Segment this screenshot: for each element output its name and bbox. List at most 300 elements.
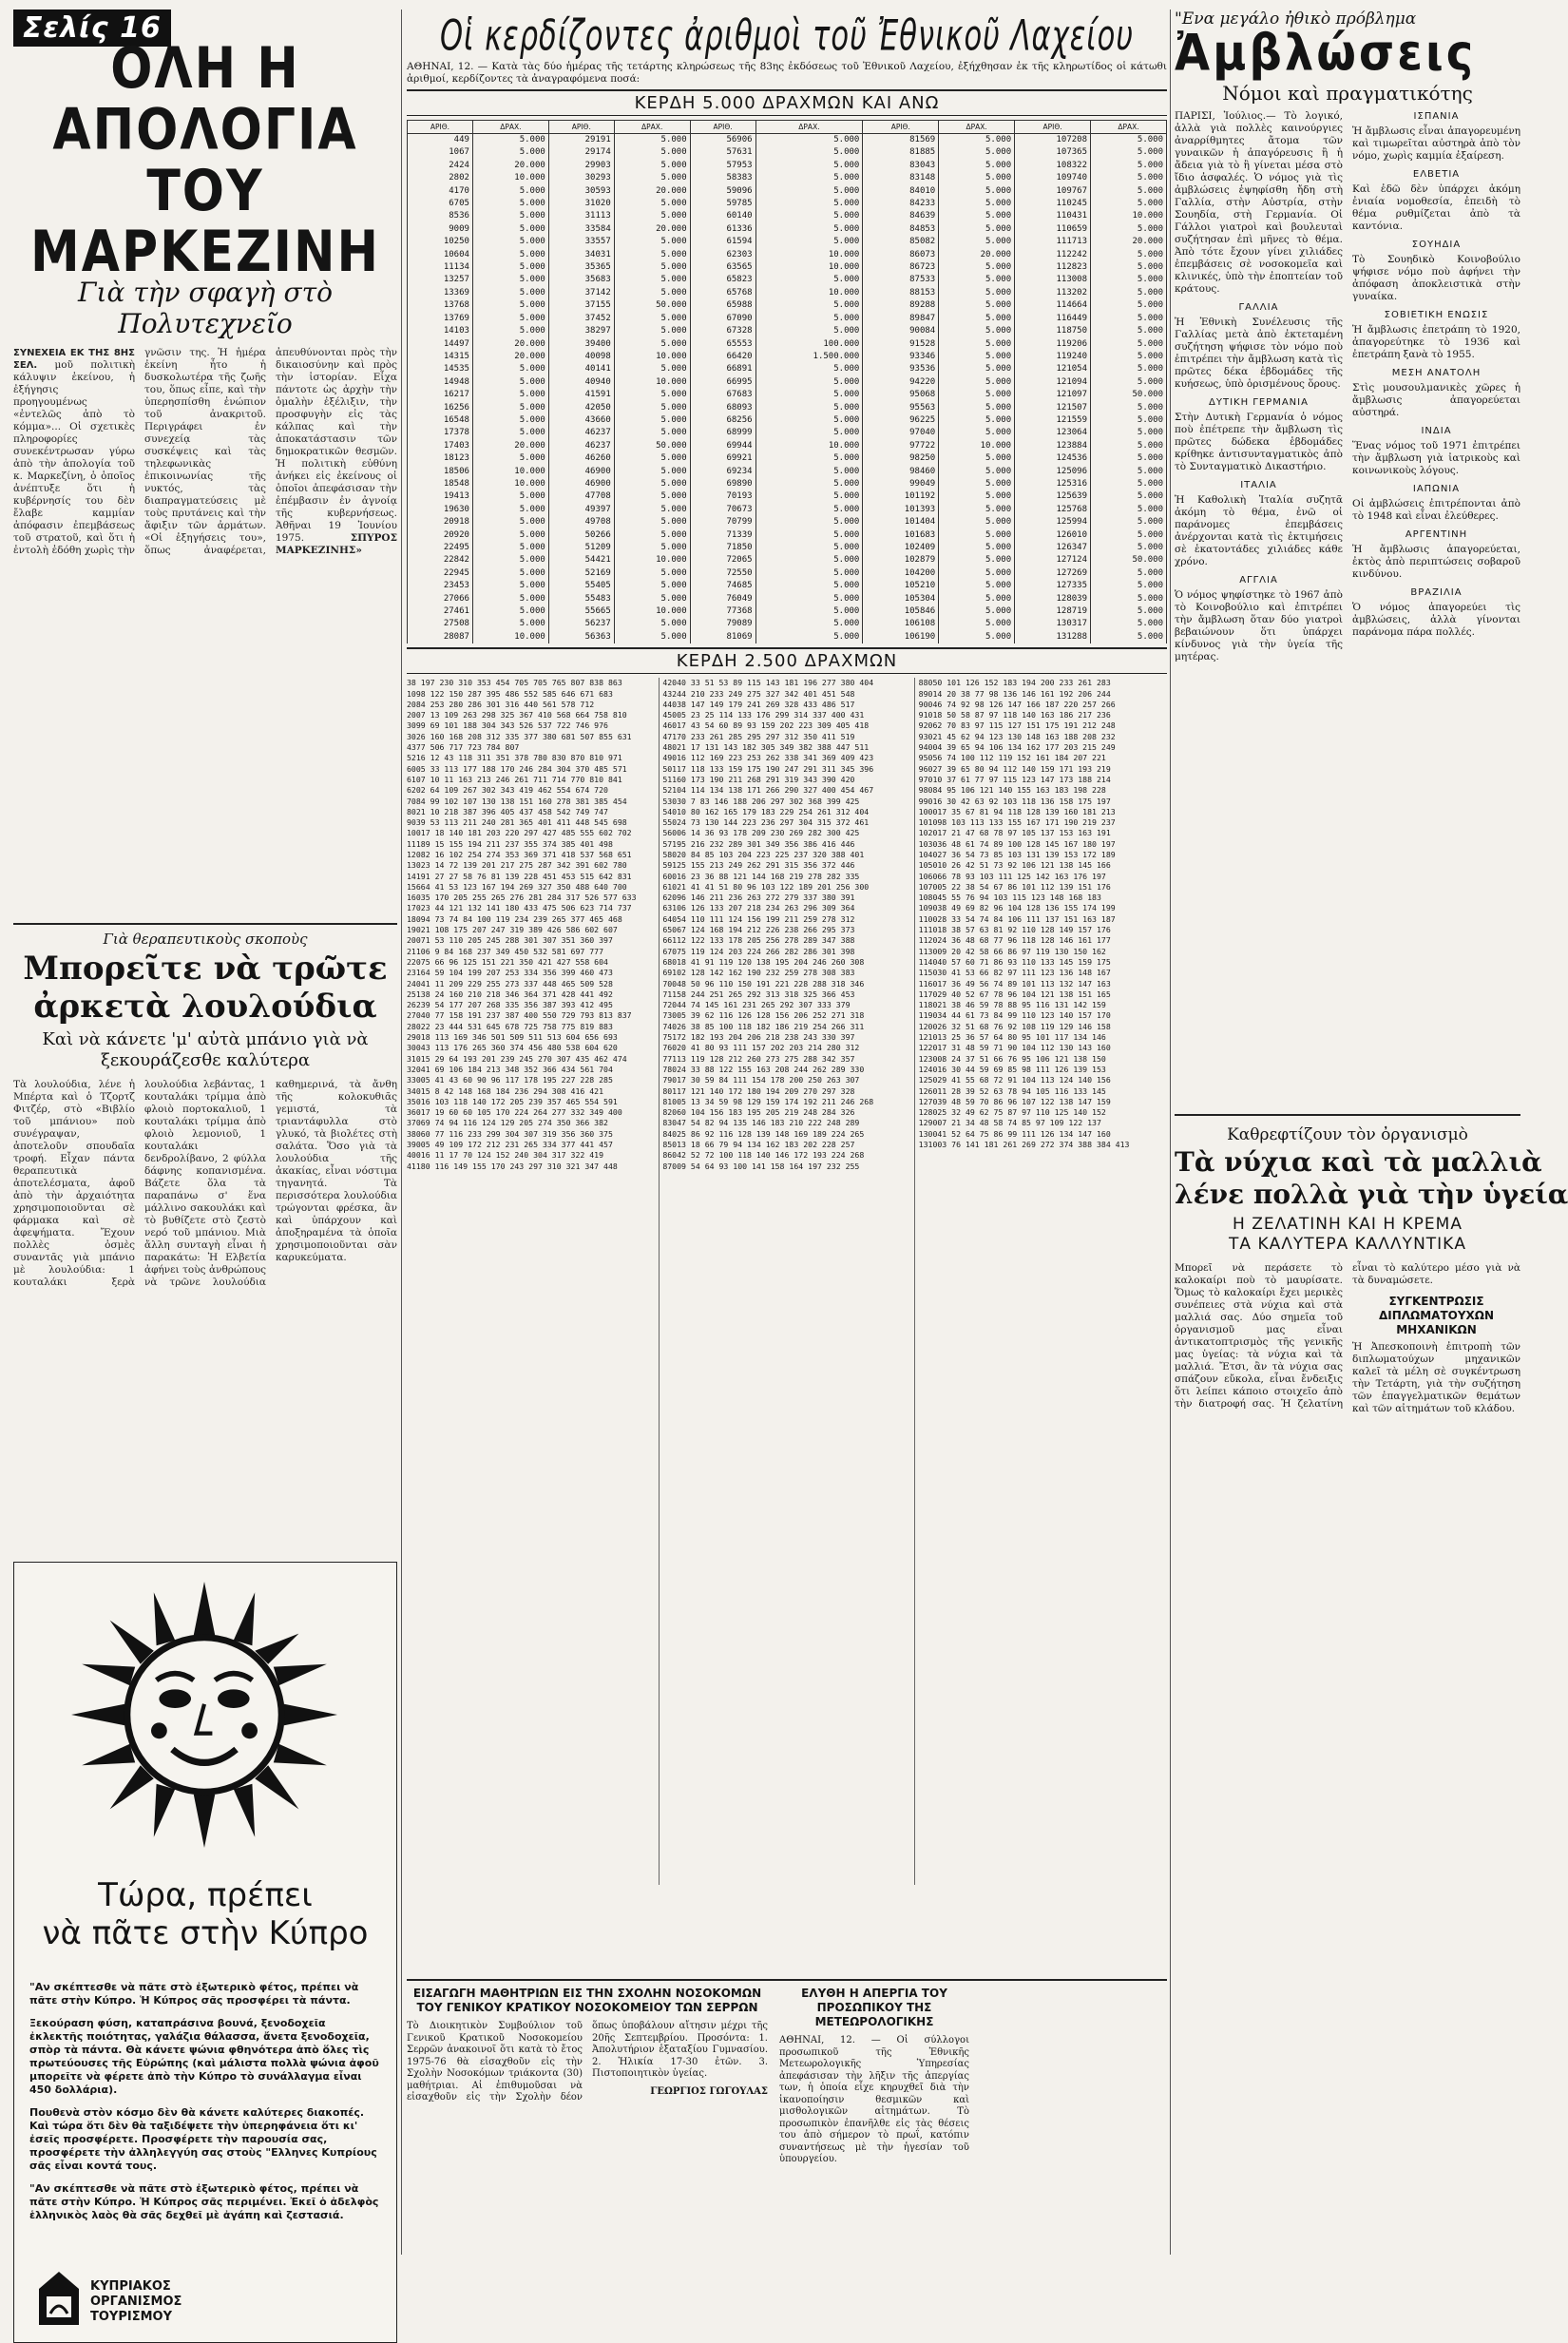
lottery-prize: 5.000: [614, 287, 690, 299]
lottery-prize: 5.000: [755, 185, 863, 198]
lottery-number: 31113: [548, 210, 614, 222]
lottery-prize: 5.000: [614, 210, 690, 222]
lottery-number: 65553: [690, 338, 755, 351]
lottery-number: 81069: [690, 631, 755, 643]
lottery-number-line: 94004 39 65 94 106 134 162 177 203 215 249: [918, 742, 1116, 753]
lottery-number-line: 38 197 230 310 353 454 705 705 765 807 838 863: [407, 678, 622, 688]
lottery-number: 71850: [690, 542, 755, 554]
lottery-prize: 5.000: [939, 504, 1015, 516]
lottery-number: 56906: [690, 134, 755, 147]
lottery-number-line: 79017 30 59 84 111 154 178 200 250 263 307: [662, 1075, 860, 1085]
lottery-number: 8536: [408, 210, 473, 222]
lottery-number-line: 88050 101 126 152 183 194 200 233 261 283: [918, 678, 1111, 688]
lottery-number-line: 13023 14 72 139 201 217 275 287 342 391 602 780: [407, 860, 627, 871]
column-rule: [401, 10, 402, 2255]
flowers-headline-line-1: Μπορεῖτε νὰ τρῶτε: [23, 950, 388, 988]
lottery-prize: 5.000: [939, 605, 1015, 618]
country-heading: ΓΑΛΛΙΑ: [1238, 302, 1279, 313]
lottery-section-2500: ΚΕΡΔΗ 2.500 ΔΡΑΧΜΩΝ: [407, 647, 1167, 674]
lottery-prize: 5.000: [1091, 567, 1167, 580]
lottery-number: 116449: [1015, 313, 1091, 325]
lottery-number-line: 84025 86 92 116 128 139 148 169 189 224 265: [662, 1128, 865, 1139]
table-row: [408, 631, 1167, 643]
table-row: [408, 504, 1167, 516]
lottery-number-line: 2007 13 109 263 298 325 367 410 568 664 758 810: [407, 710, 627, 720]
lottery-prize: 5.000: [1091, 134, 1167, 147]
lottery-number: 69234: [690, 466, 755, 478]
lottery-number-line: 59125 155 213 249 262 291 315 356 372 446: [662, 860, 855, 871]
flowers-headline: [13, 950, 397, 1026]
lottery-number-line: 128025 32 49 62 75 87 97 110 125 140 152: [918, 1107, 1106, 1118]
lottery-prize: 5.000: [614, 504, 690, 516]
lottery-number: 42050: [548, 402, 614, 414]
lottery-prize: 5.000: [755, 605, 863, 618]
lottery-prize: 5.000: [1091, 529, 1167, 542]
lottery-prize: 5.000: [755, 567, 863, 580]
lottery-number: 124536: [1015, 452, 1091, 465]
lottery-prize: 5.000: [1091, 516, 1167, 528]
lottery-prize: 20.000: [1091, 236, 1167, 248]
lottery-number: 13257: [408, 274, 473, 286]
lottery-prize: 5.000: [1091, 274, 1167, 286]
lottery-prize: 5.000: [755, 313, 863, 325]
lottery-number-line: 4377 506 717 723 784 807: [407, 742, 520, 753]
lottery-number: 95563: [863, 402, 939, 414]
lottery-number: 69921: [690, 452, 755, 465]
table-row: [408, 593, 1167, 605]
lottery-prize: 5.000: [755, 146, 863, 159]
table-row: [408, 618, 1167, 630]
ad-paragraph: "Αν σκέπτεσθε νὰ πᾶτε στὸ ἐξωτερικὸ φέτος, πρέπει νὰ πᾶτε στὴν Κύπρο. Ἡ Κύπρος σᾶς προσφέρει τὰ πάντα.: [29, 1981, 359, 2007]
lottery-number: 89288: [863, 299, 939, 312]
nails-subhead: [1175, 1215, 1520, 1255]
lottery-number: 128719: [1015, 605, 1091, 618]
lottery-number: 107208: [1015, 134, 1091, 147]
lottery-prize: 5.000: [472, 146, 548, 159]
lottery-number-line: 86042 52 72 100 118 140 146 172 193 224 268: [662, 1150, 865, 1161]
lottery-prize: 5.000: [1091, 325, 1167, 337]
lottery-prize: 10.000: [1091, 210, 1167, 222]
lottery-number-line: 36017 19 60 60 105 170 224 264 277 332 349 400: [407, 1107, 622, 1118]
lottery-prize: 5.000: [472, 134, 548, 147]
lottery-number-line: 122017 31 48 59 71 90 104 112 130 143 160: [918, 1043, 1111, 1053]
lottery-prize: 5.000: [1091, 618, 1167, 630]
lottery-prize: 5.000: [472, 274, 548, 286]
lottery-number-line: 70048 50 96 110 150 191 221 228 288 318 346: [662, 978, 865, 989]
lottery-prize: 5.000: [1091, 490, 1167, 503]
lottery-prize: 5.000: [472, 236, 548, 248]
lottery-prize: 5.000: [755, 363, 863, 375]
lottery-number: 40940: [548, 376, 614, 389]
lottery-number: 99049: [863, 478, 939, 490]
table-row: [408, 529, 1167, 542]
lottery-number: 106190: [863, 631, 939, 643]
lottery-number: 84853: [863, 223, 939, 236]
lottery-number: 101192: [863, 490, 939, 503]
lottery-number-line: 17023 44 121 132 141 180 433 475 506 623 714 737: [407, 903, 632, 913]
lottery-prize: 5.000: [614, 172, 690, 184]
lottery-prize: 5.000: [939, 402, 1015, 414]
lottery-number-line: 124016 30 44 59 69 85 98 111 126 139 153: [918, 1064, 1106, 1074]
lottery-number-line: 26239 54 177 207 268 335 356 387 393 412 495: [407, 1000, 613, 1010]
lottery-prize: 5.000: [939, 351, 1015, 363]
lottery-number-line: 66112 122 133 178 205 256 278 289 347 388: [662, 935, 855, 946]
lottery-number: 81885: [863, 146, 939, 159]
lottery-prize: 5.000: [939, 478, 1015, 490]
column-rule: [1170, 10, 1171, 2255]
ad-org-line: ΚΥΠΡΙΑΚΟΣ: [90, 2279, 171, 2294]
lottery-number-line: 76020 41 80 93 111 157 202 203 214 280 312: [662, 1043, 860, 1053]
headline-line-2: ΤΟΥ ΜΑΡΚΕΖΙΝΗ: [29, 158, 380, 286]
lottery-number: 85082: [863, 236, 939, 248]
lottery-prize: 5.000: [1091, 440, 1167, 452]
lottery-number-line: 67075 119 124 203 224 266 282 286 301 398: [662, 946, 855, 956]
lottery-number: 14535: [408, 363, 473, 375]
lottery-prize: 5.000: [939, 236, 1015, 248]
lottery-number: 57953: [690, 160, 755, 172]
lottery-number: 84010: [863, 185, 939, 198]
markezinis-article: [13, 347, 397, 917]
lottery-prize: 5.000: [755, 516, 863, 528]
lottery-number-line: 3099 69 101 188 304 343 526 537 722 746 976: [407, 720, 608, 731]
ad-paragraph: Πουθενὰ στὸν κόσμο δὲν θὰ κάνετε καλύτερες διακοπές. Καὶ τώρα ὅτι δὲν θὰ ταξιδέψετε τὴν ὑπερηφάνεια ὅτι κι' ἐσεῖς προσφέρετε. Προσφέρετε τὴν παρουσία σας, προσφέρετε τὴν ἀλληλεγγύη σας στοὺς "Ελληνες Κυπρίους σᾶς εἶναι κοντά τους.: [29, 2106, 377, 2172]
cyprus-tourism-logo-icon: [37, 2270, 81, 2327]
lottery-number-line: 120026 32 51 68 76 92 108 119 129 146 158: [918, 1021, 1111, 1031]
lottery-number: 69944: [690, 440, 755, 452]
lottery-number-line: 39005 49 109 172 212 231 265 334 377 441 457: [407, 1140, 613, 1150]
nursing-school-text: [407, 2021, 768, 2104]
lottery-number: 20918: [408, 516, 473, 528]
country-heading: ΒΡΑΖΙΛΙΑ: [1410, 587, 1463, 598]
abortion-subhead: Νόμοι καὶ πραγματικότης: [1222, 82, 1473, 105]
table-row: [408, 351, 1167, 363]
meteo-strike-text: ΑΘΗΝΑΙ, 12. — Οἱ σύλλογοι προσωπικοῦ τῆς Ἐθνικῆς Μετεωρολογικῆς Ὑπηρεσίας ἀπεφάσισαν τὴν λῆξιν τῆς ἀπεργίας των, ἡ ὁποία εἶχε κηρυχθεῖ διὰ τὴν ἱκανοποίησιν θεσμικῶν καὶ μισθολογικῶν αἰτημάτων. Τὸ προσωπικὸν ἐπανῆλθε εἰς τὰς θέσεις του ἀπὸ σήμερον τὸ πρωΐ, κατόπιν συναντήσεως μὲ τὴν ἡγεσίαν τοῦ ὑπουργείου.: [779, 2035, 969, 2164]
lottery-number: 104200: [863, 567, 939, 580]
lottery-prize: 5.000: [939, 299, 1015, 312]
lottery-number: 74685: [690, 580, 755, 592]
lottery-number: 28087: [408, 631, 473, 643]
lottery-prize: 5.000: [1091, 249, 1167, 261]
table-row: [408, 287, 1167, 299]
lottery-number: 97722: [863, 440, 939, 452]
lottery-prize: 5.000: [472, 299, 548, 312]
lottery-number: 30293: [548, 172, 614, 184]
table-row: [408, 198, 1167, 210]
lottery-number: 109740: [1015, 172, 1091, 184]
lottery-prize: 5.000: [1091, 580, 1167, 592]
lottery-prize: 5.000: [939, 287, 1015, 299]
lottery-number-line: 10017 18 140 181 203 220 297 427 485 555 602 702: [407, 828, 632, 838]
lottery-prize: 5.000: [1091, 466, 1167, 478]
lottery-number: 71339: [690, 529, 755, 542]
lottery-prize: 5.000: [939, 325, 1015, 337]
lottery-number: 67328: [690, 325, 755, 337]
lottery-number-line: 111018 38 57 63 81 92 110 128 149 157 176: [918, 925, 1111, 935]
flowers-subhead: Καὶ νὰ κάνετε 'μ' αὐτὰ μπάνιο γιὰ νὰ ξεκουράζεσθε καλύτερα: [42, 1029, 369, 1070]
lottery-prize: 5.000: [472, 580, 548, 592]
lottery-number: 19630: [408, 504, 473, 516]
lottery-number: 86723: [863, 261, 939, 274]
lottery-prize: 5.000: [472, 249, 548, 261]
lottery-prize: 5.000: [939, 210, 1015, 222]
lottery-number-line: 89014 20 38 77 98 136 146 161 192 206 244: [918, 688, 1111, 699]
lottery-number-line: 121013 25 36 57 64 80 95 101 117 134 146: [918, 1032, 1106, 1043]
lottery-prize: 5.000: [755, 618, 863, 630]
lottery-number: 96225: [863, 414, 939, 427]
lottery-number: 68093: [690, 402, 755, 414]
lottery-number: 123064: [1015, 427, 1091, 439]
country-text: Οἱ ἀμβλώσεις ἐπιτρέπονται ἀπὸ τὸ 1948 καὶ εἶναι ἐλεύθερες.: [1352, 498, 1520, 522]
lottery-prize: 5.000: [1091, 478, 1167, 490]
lottery-prize: 5.000: [755, 580, 863, 592]
lottery-number: 17403: [408, 440, 473, 452]
lottery-number: 118750: [1015, 325, 1091, 337]
engineers-headline: ΣΥΓΚΕΝΤΡΩΣΙΣ ΔΙΠΛΩΜΑΤΟΥΧΩΝ ΜΗΧΑΝΙΚΩΝ: [1378, 1295, 1495, 1336]
lottery-prize: 5.000: [1091, 427, 1167, 439]
ad-title-line-1: Τώρα, πρέπει: [98, 1876, 313, 1914]
lottery-number: 93536: [863, 363, 939, 375]
lottery-number: 37452: [548, 313, 614, 325]
lottery-number: 66995: [690, 376, 755, 389]
lottery-number: 87533: [863, 274, 939, 286]
lottery-prize: 5.000: [939, 414, 1015, 427]
lottery-prize: 5.000: [1091, 593, 1167, 605]
lottery-prize: 5.000: [1091, 313, 1167, 325]
lottery-number-line: 104027 36 54 73 85 103 131 139 153 172 189: [918, 850, 1116, 859]
abortion-headline: Ἀμβλώσεις: [1175, 24, 1477, 83]
lottery-number-line: 55024 73 130 144 223 236 297 304 315 372 461: [662, 817, 870, 828]
table-row: [408, 478, 1167, 490]
abortion-lead: ΠΑΡΙΣΙ, Ἰούλιος.— Τὸ λογικό, ἀλλὰ γιὰ πολλὲς καινούργιες ἀναρρίθμητες ἄτομα τῶν γυναικῶν ἡ ἀπαγόρευσις ἢ ἡ ἄδεια γιὰ τὸ ἢ γίνεται μέσα στὸ ἴδιο ἀσφαλές. Ὁ νόμος γιὰ τὶς ἀμβλώσεις ἐψηφίσθη ἤδη στὴ Γαλλία, στὴν Αὐστρία, στὴν Σουηδία, στὴ Γερμανία. Οἱ Γάλλοι γιατροὶ καὶ βουλευταὶ συζήτησαν ἐπὶ μῆνες τὸ θέμα. Ἀπὸ τότε ἔχουν γίνει χιλιάδες ἐπεμβάσεις σὲ νοσοκομεῖα καὶ κλινικές, ὑπὸ τὴν ἐποπτείαν τοῦ κράτους.: [1175, 110, 1343, 295]
lottery-prize: 5.000: [1091, 338, 1167, 351]
lottery-number-line: 15664 41 53 123 167 194 269 327 350 488 640 700: [407, 881, 627, 892]
lottery-number: 56363: [548, 631, 614, 643]
lottery-prize: 5.000: [755, 160, 863, 172]
lottery-number: 90084: [863, 325, 939, 337]
lottery-number-line: 117029 40 52 67 78 96 104 121 138 151 165: [918, 989, 1111, 999]
left-column: [13, 10, 397, 2324]
lottery-number: 67090: [690, 313, 755, 325]
table-row: [408, 146, 1167, 159]
lottery-number-line: 48021 17 131 143 182 305 349 382 388 447 511: [662, 742, 870, 753]
lottery-prize: 5.000: [472, 516, 548, 528]
lottery-prize: 5.000: [614, 631, 690, 643]
lottery-prize: 5.000: [1091, 402, 1167, 414]
lottery-number: 98460: [863, 466, 939, 478]
table-row: [408, 376, 1167, 389]
nails-headline-line: Τὰ νύχια καὶ τὰ μαλλιὰ: [1175, 1146, 1542, 1178]
lottery-number-line: 62096 146 211 236 263 272 279 337 380 391: [662, 893, 855, 903]
lottery-prize: 5.000: [472, 287, 548, 299]
lottery-prize: 10.000: [755, 261, 863, 274]
lottery-prize: 5.000: [472, 529, 548, 542]
country-heading: ΑΓΓΛΙΑ: [1239, 575, 1278, 586]
ad-title-line-2: νὰ πᾶτε στὴν Κύπρο: [42, 1914, 369, 1952]
lottery-number: 13769: [408, 313, 473, 325]
lottery-prize: 5.000: [755, 134, 863, 147]
nails-kicker: Καθρεφτίζουν τὸν ὀργανισμὸ: [1227, 1125, 1468, 1144]
lottery-number: 68256: [690, 414, 755, 427]
lottery-number-line: 19021 108 175 207 247 319 389 426 586 602 607: [407, 925, 618, 935]
nursing-school-headline: ΕΙΣΑΓΩΓΗ ΜΑΘΗΤΡΙΩΝ ΕΙΣ ΤΗΝ ΣΧΟΛΗΝ ΝΟΣΟΚΟΜΩΝ ΤΟΥ ΓΕΝΙΚΟΥ ΚΡΑΤΙΚΟΥ ΝΟΣΟΚΟΜΕΙΟΥ ΤΩΝ ΣΕΡΡΩΝ: [412, 1987, 762, 2014]
nails-body: Μπορεῖ νὰ περάσετε τὸ καλοκαίρι ποὺ τὸ μαυρίσατε. Ὅμως τὸ καλοκαίρι ἔχει μερικὲς συνέπειες στὰ νύχια καὶ στὰ μαλλιά σας. Δύο σημεῖα τοῦ ὀργανισμοῦ μας εἶναι ἀντικατοπτρισμὸς τῆς γενικῆς μας ὑγείας: τὰ νύχια καὶ τὰ μαλλιά. Ἔτσι, ἂν τὰ νύχια σας σπάζουν εὔκολα, εἶναι ἔνδειξις ὅτι λείπει κάποιο στοιχεῖο ἀπὸ τὴν διατροφή σας. Ἡ ζελατίνη εἶναι τὸ καλύτερο μέσο γιὰ νὰ τὰ δυναμώσετε.: [1175, 1262, 1520, 1410]
lottery-number: 89847: [863, 313, 939, 325]
lottery-prize: 5.000: [1091, 605, 1167, 618]
lottery-prize: 5.000: [472, 198, 548, 210]
lottery-prize: 5.000: [939, 427, 1015, 439]
page-number-tag: Σελίς 16: [13, 10, 171, 47]
lottery-number-line: 130041 52 64 75 86 99 111 126 134 147 160: [918, 1128, 1111, 1139]
lottery-prize: 10.000: [472, 478, 548, 490]
lottery-number: 125768: [1015, 504, 1091, 516]
lottery-number: 40098: [548, 351, 614, 363]
lottery-number: 110431: [1015, 210, 1091, 222]
lottery-prize: 5.000: [755, 299, 863, 312]
lottery-prize: 5.000: [939, 466, 1015, 478]
lottery-prize: 20.000: [939, 249, 1015, 261]
lottery-prize: 5.000: [755, 198, 863, 210]
lottery-number-line: 95056 74 100 112 119 152 161 184 207 221: [918, 753, 1106, 763]
lottery-number: 126010: [1015, 529, 1091, 542]
table-row: [408, 567, 1167, 580]
lottery-prize: 5.000: [755, 542, 863, 554]
lottery-number: 66420: [690, 351, 755, 363]
lottery-number: 39400: [548, 338, 614, 351]
lottery-col-header: ΔΡΑΧ.: [1091, 121, 1167, 134]
lottery-prize: 5.000: [939, 516, 1015, 528]
country-text: Ὁ νόμος ψηφίστηκε τὸ 1967 ἀπὸ τὸ Κοινοβούλιο καὶ ἐπιτρέπει τὴν ἄμβλωση ὅταν δύο γιατροὶ βεβαιώνουν ὅτι ὑπάρχει κίνδυνος γιὰ τὴν ὑγεία τῆς μητέρας.: [1175, 589, 1343, 663]
flowers-kicker: Γιὰ θεραπευτικοὺς σκοποὺς: [103, 931, 308, 948]
lottery-number: 29191: [548, 134, 614, 147]
lottery-prize: 5.000: [614, 516, 690, 528]
table-row: [408, 363, 1167, 375]
lottery-number-line: 5216 12 43 118 311 351 378 780 830 870 810 971: [407, 753, 622, 763]
lottery-number-line: 38060 77 116 233 299 304 307 319 356 360 375: [407, 1128, 613, 1139]
lottery-number-line: 51160 173 190 211 268 291 319 343 390 420: [662, 774, 855, 784]
lottery-number: 52169: [548, 567, 614, 580]
country-heading: ΜΕΣΗ ΑΝΑΤΟΛΗ: [1391, 368, 1482, 378]
lottery-prize: 100.000: [755, 338, 863, 351]
lottery-number: 23453: [408, 580, 473, 592]
lottery-number-line: 60016 23 36 88 121 144 168 219 278 282 335: [662, 871, 860, 881]
table-row: [408, 440, 1167, 452]
lottery-numbers-2500: [407, 678, 1167, 1885]
lottery-number: 55405: [548, 580, 614, 592]
lottery-section-5000: ΚΕΡΔΗ 5.000 ΔΡΑΧΜΩΝ ΚΑΙ ΑΝΩ: [407, 89, 1167, 116]
lottery-number-line: 6202 64 109 267 302 343 419 462 554 674 720: [407, 785, 608, 796]
lottery-number: 2802: [408, 172, 473, 184]
markezinis-headline: [13, 35, 397, 286]
lottery-col-header: ΑΡΙΘ.: [863, 121, 939, 134]
divider: [1175, 1114, 1520, 1116]
lottery-prize: 5.000: [1091, 198, 1167, 210]
lottery-number-line: 16035 170 205 255 265 276 281 284 317 526 577 633: [407, 893, 637, 903]
lottery-number: 46237: [548, 440, 614, 452]
lottery-number-line: 53030 7 83 146 188 206 297 302 368 399 425: [662, 796, 860, 806]
lottery-number: 38297: [548, 325, 614, 337]
lottery-number-line: 31015 29 64 193 201 239 245 270 307 435 462 474: [407, 1053, 627, 1064]
lottery-number-line: 114040 57 60 71 86 93 110 133 145 159 175: [918, 956, 1111, 967]
nails-headline-line: λένε πολλὰ γιὰ τὴν ὑγεία: [1175, 1179, 1568, 1210]
lottery-intro: ΑΘΗΝΑΙ, 12. — Κατὰ τὰς δύο ἡμέρας τῆς τετάρτης κληρώσεως τῆς 83ης ἐκδόσεως τοῦ Ἐθνικοῦ Λαχείου, ἐξήχθησαν ἐκ τῆς κληρωτίδος οἱ κάτωθι ἀριθμοί, κερδίζοντες τὰ ἀναγραφόμενα ποσά:: [407, 61, 1167, 85]
lottery-number: 123884: [1015, 440, 1091, 452]
lottery-prize: 5.000: [755, 593, 863, 605]
lottery-number: 30593: [548, 185, 614, 198]
lottery-prize: 5.000: [614, 402, 690, 414]
lottery-number: 11134: [408, 261, 473, 274]
lottery-prize: 5.000: [939, 452, 1015, 465]
lottery-prize: 5.000: [614, 160, 690, 172]
lottery-col-header: ΔΡΑΧ.: [472, 121, 548, 134]
lottery-number-line: 93021 45 62 94 123 130 148 163 188 208 232: [918, 731, 1116, 741]
lottery-number-line: 131003 76 141 181 261 269 272 374 388 384 413: [918, 1140, 1130, 1150]
lottery-number: 66891: [690, 363, 755, 375]
lottery-number-line: 123008 24 37 51 66 76 95 106 121 138 150: [918, 1053, 1106, 1064]
lottery-prize: 20.000: [614, 185, 690, 198]
lottery-number: 69890: [690, 478, 755, 490]
lottery-prize: 20.000: [472, 351, 548, 363]
lottery-prize: 5.000: [939, 618, 1015, 630]
lottery-prize: 5.000: [614, 363, 690, 375]
lottery-number: 125994: [1015, 516, 1091, 528]
lottery-prize: 5.000: [939, 389, 1015, 401]
table-row: [408, 249, 1167, 261]
lottery-number-line: 112024 36 48 68 77 96 118 128 146 161 177: [918, 935, 1111, 946]
cyprus-tourism-ad: [13, 1562, 397, 2343]
lottery-prize: 5.000: [1091, 504, 1167, 516]
nails-article: [1175, 1262, 1520, 1719]
lottery-number: 127124: [1015, 554, 1091, 567]
lottery-number: 76049: [690, 593, 755, 605]
lottery-number: 121094: [1015, 376, 1091, 389]
article-sign: ΣΠΥΡΟΣ ΜΑΡΚΕΖΙΝΗΣ»: [276, 532, 397, 556]
lottery-number: 46900: [548, 466, 614, 478]
lottery-prize: 5.000: [1091, 223, 1167, 236]
lottery-prize: 5.000: [939, 134, 1015, 147]
lottery-number: 46260: [548, 452, 614, 465]
lottery-number-line: 57195 216 232 289 301 349 356 386 416 446: [662, 838, 855, 849]
lottery-number: 34031: [548, 249, 614, 261]
lottery-prize: 5.000: [472, 223, 548, 236]
lottery-prize: 5.000: [614, 261, 690, 274]
nails-headline: [1175, 1146, 1568, 1211]
lottery-prize: 5.000: [472, 185, 548, 198]
lottery-prize: 5.000: [614, 452, 690, 465]
lottery-col-header: ΑΡΙΘ.: [408, 121, 473, 134]
lottery-number: 65768: [690, 287, 755, 299]
lottery-number-line: 11189 15 155 194 211 237 355 374 385 401 498: [407, 838, 613, 849]
lottery-prize: 5.000: [472, 554, 548, 567]
lottery-number-line: 110028 33 54 74 84 106 111 137 151 163 187: [918, 913, 1116, 924]
markezinis-subhead: Γιὰ τὴν σφαγὴ στὸ Πολυτεχνεῖο: [78, 277, 333, 339]
country-heading: ΣΟΒΙΕΤΙΚΗ ΕΝΩΣΙΣ: [1384, 310, 1489, 320]
lottery-number: 86073: [863, 249, 939, 261]
lottery-number-line: 69102 128 142 162 190 232 259 278 308 383: [662, 968, 855, 978]
lottery-number: 16217: [408, 389, 473, 401]
lottery-number: 9009: [408, 223, 473, 236]
lottery-number: 58383: [690, 172, 755, 184]
lottery-number: 57631: [690, 146, 755, 159]
table-row: [408, 554, 1167, 567]
country-text: Ἡ ἄμβλωσις εἶναι ἀπαγορευμένη καὶ τιμωρεῖται αὐστηρὰ ἀπὸ τὸν νόμο, χωρὶς καμμία ἐξαίρεση.: [1352, 125, 1520, 162]
lottery-number: 105304: [863, 593, 939, 605]
lottery-number: 84639: [863, 210, 939, 222]
lottery-number: 27508: [408, 618, 473, 630]
table-row: [408, 325, 1167, 337]
lottery-prize: 5.000: [472, 593, 548, 605]
lottery-number-line: 44038 147 149 179 241 269 328 433 486 517: [662, 699, 855, 709]
country-text: Ἕνας νόμος τοῦ 1971 ἐπιτρέπει τὴν ἄμβλωση γιὰ ἰατρικοὺς καὶ κοινωνικοὺς λόγους.: [1352, 440, 1520, 476]
